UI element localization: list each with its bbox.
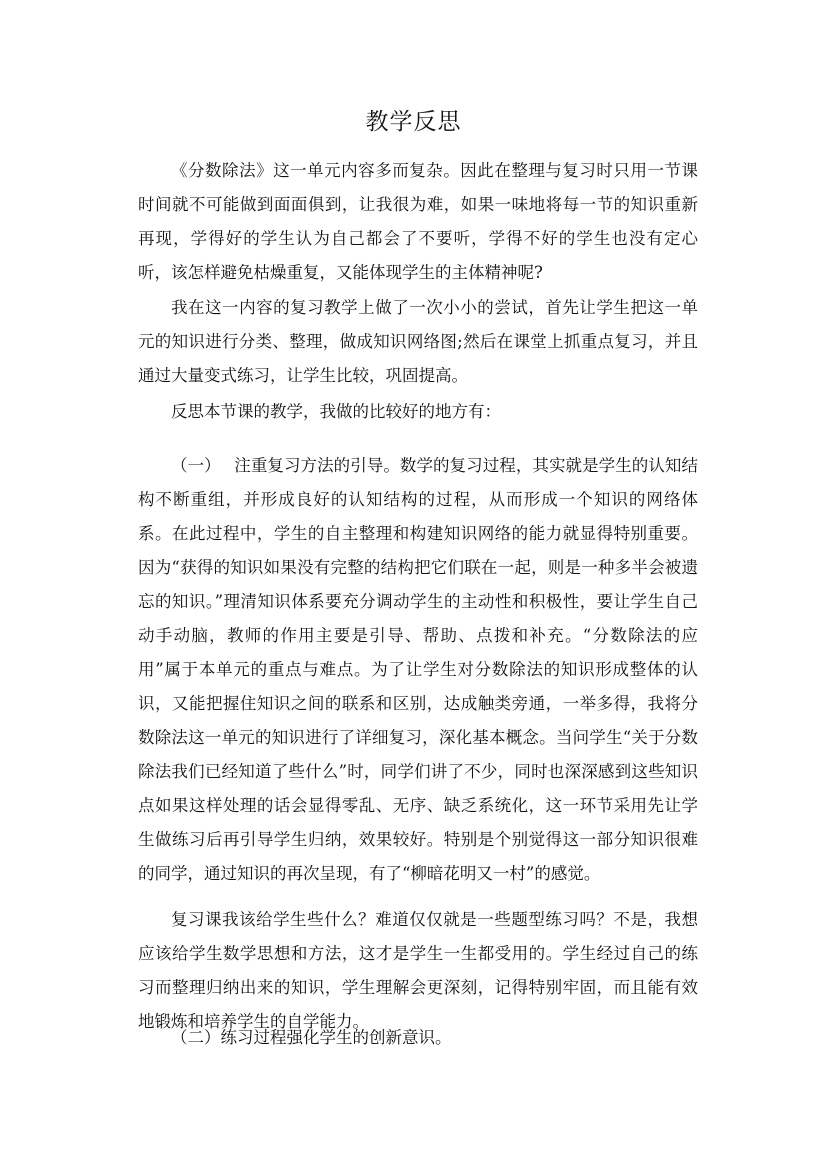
paragraph-review-purpose: 复习课我该给学生些什么？难道仅仅就是一些题型练习吗？不是，我想应该给学生数学思想和方法，这才是学生一生都受用的。学生经过自己的练习而整理归纳出来的知识，学生理解会更深刻，记得特别牢固，而且能有效地锻炼和培养学生的自学能力。 [138,910,698,1031]
document-title: 教学反思 [365,109,462,135]
paragraph-reflection-lead: 反思本节课的教学，我做的比较好的地方有： [171,402,501,421]
paragraph-attempt: 我在这一内容的复习教学上做了一次小小的尝试，首先让学生把这一单元的知识进行分类、整理，做成知识网络图;然后在课堂上抓重点复习，并且通过大量变式练习，让学生比较，巩固提高。 [138,298,698,385]
paragraph-point-one: （一） 注重复习方法的引导。数学的复习过程，其实就是学生的认知结构不断重组，并形成良好的认知结构的过程，从而形成一个知识的网络体系。在此过程中，学生的自主整理和构建知识网络的能力就显得特别重要。因为“获得的知识如果没有完整的结构把它们联在一起，则是一种多半会被遗忘的知识。”理清知识体系要充分调动学生的主动性和积极性，要让学生自己动手动脑，教师的作用主要是引导、帮助、点拨和补充。“分数除法的应用”属于本单元的重点与难点。为了让学生对分数除法的知识形成整体的认识，又能把握住知识之间的联系和区别，达成触类旁通，一举多得，我将分数除法这一单元的知识进行了详细复习，深化基本概念。当问学生“关于分数除法我们已经知道了些什么”时，同学们讲了不少，同时也深深感到这些知识点如果这样处理的话会显得零乱、无序、缺乏系统化，这一环节采用先让学生做练习后再引导学生归纳，效果较好。特别是个别觉得这一部分知识很难的同学，通过知识的再次呈现，有了“柳暗花明又一村”的感觉。 [138,456,698,883]
paragraph-intro: 《分数除法》这一单元内容多而复杂。因此在整理与复习时只用一节课时间就不可能做到面面俱到，让我很为难，如果一味地将每一节的知识重新再现，学得好的学生认为自己都会了不要听，学得不好的学生也没有定心听，该怎样避免枯燥重复，又能体现学生的主体精神呢? [138,161,698,282]
paragraph-point-two: （二）练习过程强化学生的创新意识。 [171,1028,452,1047]
